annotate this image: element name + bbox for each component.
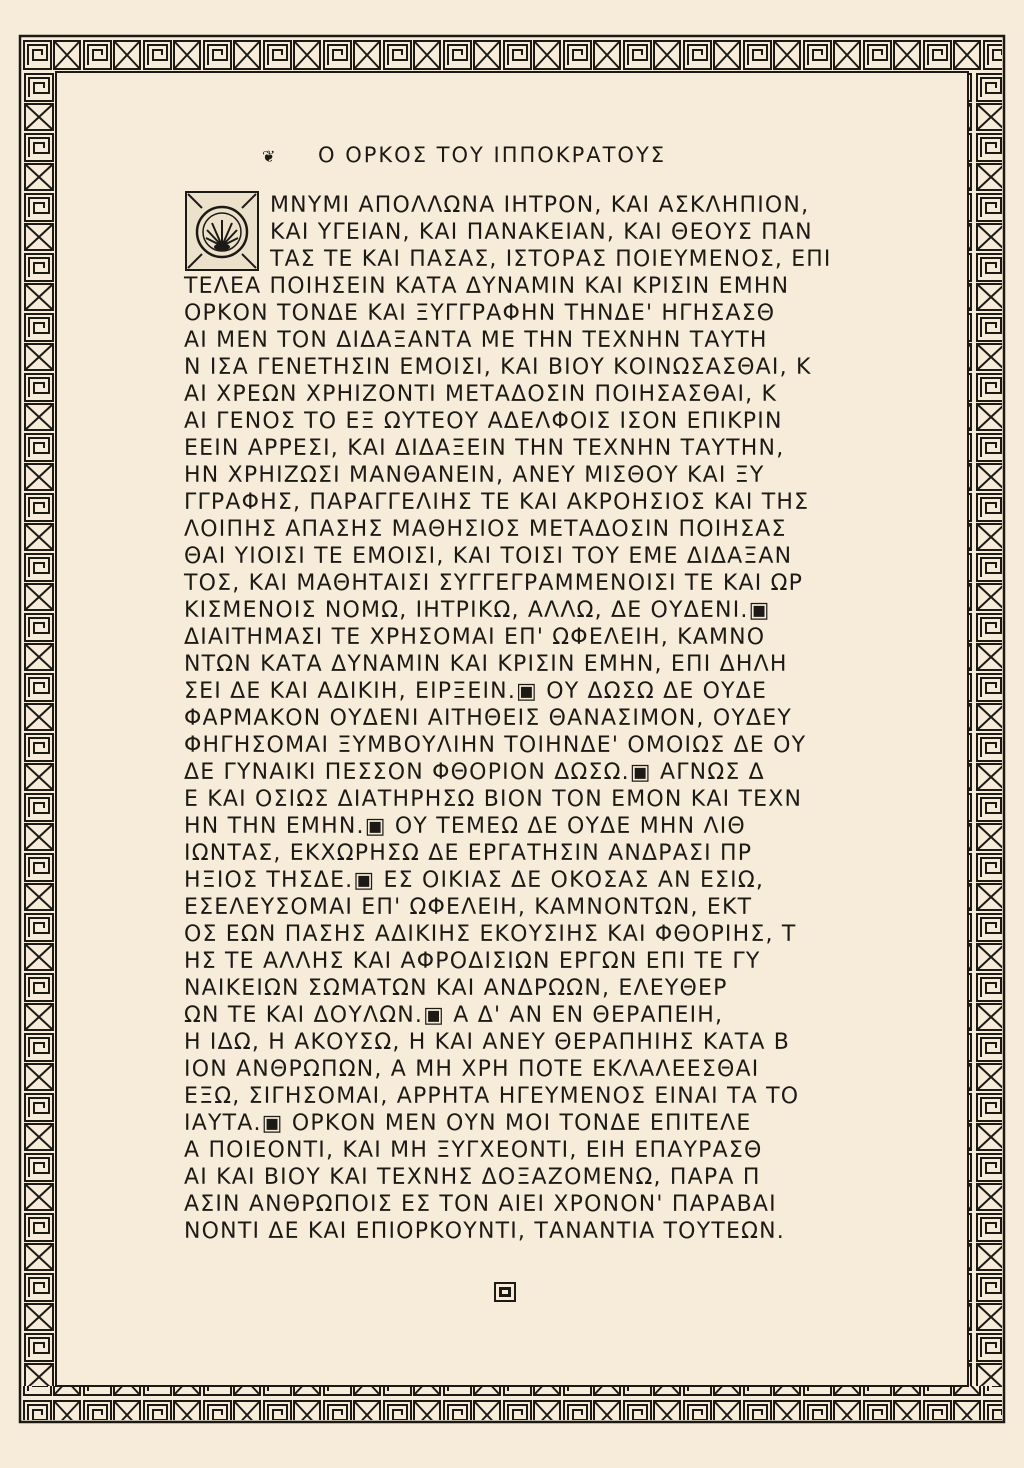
text-line: ΕΕΙΝ ΑΡΡΕΣΙ, ΚΑΙ ΔΙΔΑΞΕΙΝ ΤΗΝ ΤΕΧΝΗΝ ΤΑΥΤΗΝ, xyxy=(184,436,785,461)
text-line: ΦΗΓΗΣΟΜΑΙ ΞΥΜΒΟΥΛΙΗΝ ΤΟΙΗΝΔΕ' ΟΜΟΙΩΣ ΔΕ ΟΥ xyxy=(184,733,807,758)
text-line: ΘΑΙ ΥΙΟΙΣΙ ΤΕ ΕΜΟΙΣΙ, ΚΑΙ ΤΟΙΣΙ ΤΟΥ ΕΜΕ ΔΙΔΑΞΑΝ xyxy=(184,544,793,569)
text-line: ΝΟΝΤΙ ΔΕ ΚΑΙ ΕΠΙΟΡΚΟΥΝΤΙ, ΤΑΝΑΝΤΙΑ ΤΟΥΤΕΩΝ. xyxy=(184,1219,785,1244)
text-line: ΔΕ ΓΥΝΑΙΚΙ ΠΕΣΣΟΝ ΦΘΟΡΙΟΝ ΔΩΣΩ.▣ ΑΓΝΩΣ Δ xyxy=(184,760,765,785)
text-line: ΙΟΝ ΑΝΘΡΩΠΩΝ, Α ΜΗ ΧΡΗ ΠΟΤΕ ΕΚΛΑΛΕΕΣΘΑΙ xyxy=(184,1057,760,1082)
text-line: ΤΟΣ, ΚΑΙ ΜΑΘΗΤΑΙΣΙ ΣΥΓΓΕΓΡΑΜΜΕΝΟΙΣΙ ΤΕ ΚΑΙ ΩΡ xyxy=(184,571,804,596)
text-line: ΕΣΕΛΕΥΣΟΜΑΙ ΕΠ' ΩΦΕΛΕΙΗ, ΚΑΜΝΟΝΤΩΝ, ΕΚΤ xyxy=(184,895,753,920)
text-line: ΑΙ ΓΕΝΟΣ ΤΟ ΕΞ ΩΥΤΕΟΥ ΑΔΕΛΦΟΙΣ ΙΣΟΝ ΕΠΙΚΡΙΝ xyxy=(184,409,783,434)
text-line: ΝΑΙΚΕΙΩΝ ΣΩΜΑΤΩΝ ΚΑΙ ΑΝΔΡΩΩΝ, ΕΛΕΥΘΕΡ xyxy=(184,976,728,1001)
text-line: ΜΝΥΜΙ ΑΠΟΛΛΩΝΑ ΙΗΤΡΟΝ, ΚΑΙ ΑΣΚΛΗΠΙΟΝ, xyxy=(270,193,810,218)
text-line: ΑΣΙΝ ΑΝΘΡΩΠΟΙΣ ΕΣ ΤΟΝ ΑΙΕΙ ΧΡΟΝΟΝ' ΠΑΡΑΒΑΙ xyxy=(184,1192,777,1217)
title-text: Ο ΟΡΚΟΣ ΤΟΥ ΙΠΠΟΚΡΑΤΟΥΣ xyxy=(318,143,667,167)
text-line: ΙΩΝΤΑΣ, ΕΚΧΩΡΗΣΩ ΔΕ ΕΡΓΑΤΗΣΙΝ ΑΝΔΡΑΣΙ ΠΡ xyxy=(184,841,753,866)
text-line: ΓΓΡΑΦΗΣ, ΠΑΡΑΓΓΕΛΙΗΣ ΤΕ ΚΑΙ ΑΚΡΟΗΣΙΟΣ ΚΑΙ ΤΗΣ xyxy=(184,490,810,515)
text-line: ΚΙΣΜΕΝΟΙΣ ΝΟΜΩ, ΙΗΤΡΙΚΩ, ΑΛΛΩ, ΔΕ ΟΥΔΕΝΙ.▣ xyxy=(184,598,771,623)
text-line: ΤΑΣ ΤΕ ΚΑΙ ΠΑΣΑΣ, ΙΣΤΟΡΑΣ ΠΟΙΕΥΜΕΝΟΣ, ΕΠΙ xyxy=(270,247,832,272)
text-line: ΝΤΩΝ ΚΑΤΑ ΔΥΝΑΜΙΝ ΚΑΙ ΚΡΙΣΙΝ ΕΜΗΝ, ΕΠΙ ΔΗΛΗ xyxy=(184,652,788,677)
text-line: ΑΙ ΚΑΙ ΒΙΟΥ ΚΑΙ ΤΕΧΝΗΣ ΔΟΞΑΖΟΜΕΝΩ, ΠΑΡΑ Π xyxy=(184,1165,761,1190)
text-line: ΔΙΑΙΤΗΜΑΣΙ ΤΕ ΧΡΗΣΟΜΑΙ ΕΠ' ΩΦΕΛΕΙΗ, ΚΑΜΝΟ xyxy=(184,625,766,650)
text-line: Ν ΙΣΑ ΓΕΝΕΤΗΣΙΝ ΕΜΟΙΣΙ, ΚΑΙ ΒΙΟΥ ΚΟΙΝΩΣΑΣΘΑΙ, Κ xyxy=(184,355,812,380)
text-line: ΗΝ ΧΡΗΙΖΩΣΙ ΜΑΝΘΑΝΕΙΝ, ΑΝΕΥ ΜΙΣΘΟΥ ΚΑΙ ΞΥ xyxy=(184,463,765,488)
text-line: ΤΕΛΕΑ ΠΟΙΗΣΕΙΝ ΚΑΤΑ ΔΥΝΑΜΙΝ ΚΑΙ ΚΡΙΣΙΝ ΕΜΗΝ xyxy=(184,274,790,299)
text-line: ΚΑΙ ΥΓΕΙΑΝ, ΚΑΙ ΠΑΝΑΚΕΙΑΝ, ΚΑΙ ΘΕΟΥΣ ΠΑΝ xyxy=(270,220,813,245)
text-line: ΣΕΙ ΔΕ ΚΑΙ ΑΔΙΚΙΗ, ΕΙΡΞΕΙΝ.▣ ΟΥ ΔΩΣΩ ΔΕ ΟΥΔΕ xyxy=(184,679,768,704)
text-line: Η ΙΔΩ, Η ΑΚΟΥΣΩ, Η ΚΑΙ ΑΝΕΥ ΘΕΡΑΠΗΙΗΣ ΚΑΤΑ Β xyxy=(184,1030,791,1055)
text-line: ΛΟΙΠΗΣ ΑΠΑΣΗΣ ΜΑΘΗΣΙΟΣ ΜΕΤΑΔΟΣΙΝ ΠΟΙΗΣΑΣ xyxy=(184,517,787,542)
text-line: ΩΝ ΤΕ ΚΑΙ ΔΟΥΛΩΝ.▣ Α Δ' ΑΝ ΕΝ ΘΕΡΑΠΕΙΗ, xyxy=(184,1003,724,1028)
text-line: ΗΣ ΤΕ ΑΛΛΗΣ ΚΑΙ ΑΦΡΟΔΙΣΙΩΝ ΕΡΓΩΝ ΕΠΙ ΤΕ ΓΥ xyxy=(184,949,761,974)
end-mark-icon xyxy=(494,1282,516,1302)
text-line: ΑΙ ΧΡΕΩΝ ΧΡΗΙΖΟΝΤΙ ΜΕΤΑΔΟΣΙΝ ΠΟΙΗΣΑΣΘΑΙ, Κ xyxy=(184,382,778,407)
title-ornament-icon: ❦ xyxy=(262,147,278,166)
text-line: ΦΑΡΜΑΚΟΝ ΟΥΔΕΝΙ ΑΙΤΗΘΕΙΣ ΘΑΝΑΣΙΜΟΝ, ΟΥΔΕΥ xyxy=(184,706,792,731)
text-line: ΗΞΙΟΣ ΤΗΣΔΕ.▣ ΕΣ ΟΙΚΙΑΣ ΔΕ ΟΚΟΣΑΣ ΑΝ ΕΣΙΩ, xyxy=(184,868,765,893)
text-line: ΙΑΥΤΑ.▣ ΟΡΚΟΝ ΜΕΝ ΟΥΝ ΜΟΙ ΤΟΝΔΕ ΕΠΙΤΕΛΕ xyxy=(184,1111,752,1136)
text-line: ΟΣ ΕΩΝ ΠΑΣΗΣ ΑΔΙΚΙΗΣ ΕΚΟΥΣΙΗΣ ΚΑΙ ΦΘΟΡΙΗΣ, Τ xyxy=(184,922,797,947)
palmette-initial-ornament-icon xyxy=(184,190,260,272)
oath-title xyxy=(262,143,762,175)
text-line: ΟΡΚΟΝ ΤΟΝΔΕ ΚΑΙ ΞΥΓΓΡΑΦΗΝ ΤΗΝΔΕ' ΗΓΗΣΑΣΘ xyxy=(184,301,776,326)
text-line: ΗΝ ΤΗΝ ΕΜΗΝ.▣ ΟΥ ΤΕΜΕΩ ΔΕ ΟΥΔΕ ΜΗΝ ΛΙΘ xyxy=(184,814,746,839)
text-line: ΕΞΩ, ΣΙΓΗΣΟΜΑΙ, ΑΡΡΗΤΑ ΗΓΕΥΜΕΝΟΣ ΕΙΝΑΙ ΤΑ ΤΟ xyxy=(184,1084,800,1109)
text-line: ΑΙ ΜΕΝ ΤΟΝ ΔΙΔΑΞΑΝΤΑ ΜΕ ΤΗΝ ΤΕΧΝΗΝ ΤΑΥΤΗ xyxy=(184,328,768,353)
text-line: Α ΠΟΙΕΟΝΤΙ, ΚΑΙ ΜΗ ΞΥΓΧΕΟΝΤΙ, ΕΙΗ ΕΠΑΥΡΑΣΘ xyxy=(184,1138,763,1163)
text-line: Ε ΚΑΙ ΟΣΙΩΣ ΔΙΑΤΗΡΗΣΩ ΒΙΟΝ ΤΟΝ ΕΜΟΝ ΚΑΙ ΤΕΧΝ xyxy=(184,787,803,812)
